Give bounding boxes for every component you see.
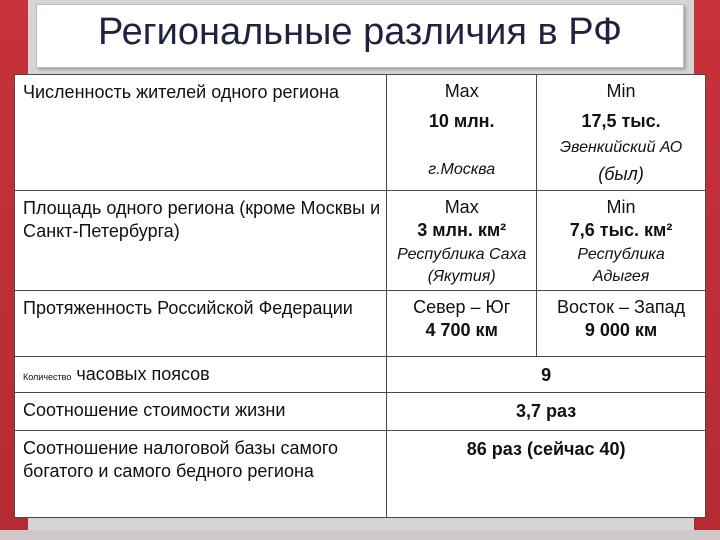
title-box	[36, 4, 684, 68]
value-cell: 86 раз (сейчас 40)	[387, 431, 706, 518]
table-row	[15, 291, 706, 357]
min-place: Республика Адыгея	[577, 246, 665, 285]
table-row	[15, 75, 706, 191]
max-value: 10 млн.	[428, 111, 495, 131]
table-row	[15, 393, 706, 431]
max-cell	[387, 191, 537, 291]
value-cell: 3,7 раз	[387, 393, 706, 431]
east-west-label: Восток – Запад	[557, 297, 686, 317]
max-label: Max	[444, 81, 479, 101]
max-place: г.Москва	[428, 161, 496, 178]
max-label: Max	[444, 197, 479, 217]
max-cell	[387, 75, 537, 191]
min-cell	[537, 75, 706, 191]
row-label	[15, 357, 387, 393]
comparison-table	[14, 74, 706, 518]
east-west-cell	[537, 291, 706, 357]
min-cell	[537, 191, 706, 291]
table-row	[15, 191, 706, 291]
row-label: Соотношение стоимости жизни	[15, 393, 387, 431]
max-value: 3 млн. км²	[417, 220, 507, 240]
east-west-value: 9 000 км	[584, 320, 658, 340]
max-place: Республика Саха (Якутия)	[397, 246, 527, 285]
row-label-main: часовых поясов	[76, 364, 210, 384]
row-label: Численность жителей одного региона	[15, 75, 387, 191]
min-label: Min	[606, 197, 636, 217]
min-value: 17,5 тыс.	[581, 111, 661, 131]
north-south-cell	[387, 291, 537, 357]
min-note: (был)	[598, 164, 644, 184]
table-row	[15, 357, 706, 393]
row-label-small: Количество	[23, 372, 72, 382]
min-label: Min	[606, 81, 636, 101]
north-south-value: 4 700 км	[425, 320, 498, 340]
value-cell: 9	[387, 357, 706, 393]
row-label: Протяженность Российской Федерации	[15, 291, 387, 357]
table-row	[15, 431, 706, 518]
min-place: Эвенкийский АО	[559, 139, 683, 156]
slide-title: Региональные различия в РФ	[97, 11, 623, 53]
row-label: Площадь одного региона (кроме Москвы и Санкт-Петербурга)	[15, 191, 387, 291]
row-label: Соотношение налоговой базы самого богатого и самого бедного региона	[15, 431, 387, 518]
min-value: 7,6 тыс. км²	[569, 220, 673, 240]
north-south-label: Север – Юг	[413, 297, 511, 317]
bottom-frame-band	[0, 530, 720, 540]
